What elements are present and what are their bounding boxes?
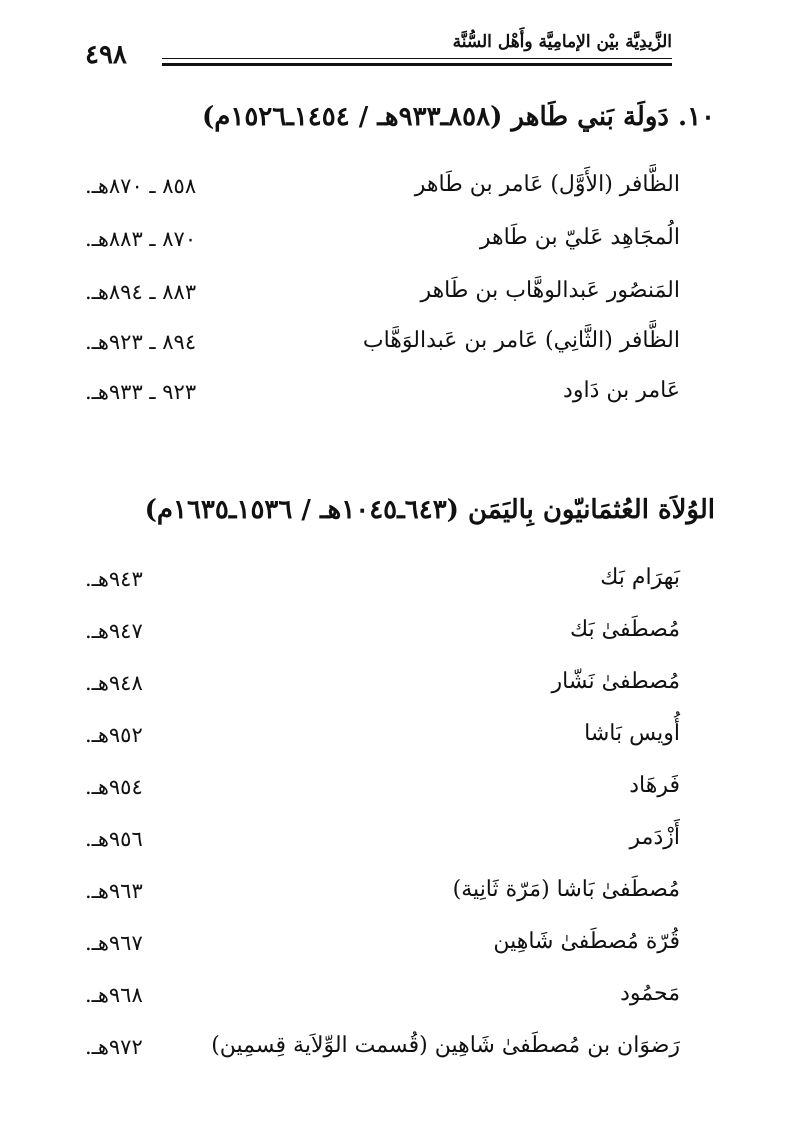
ruler-name: أَزْدَمر — [629, 825, 680, 850]
list-item — [85, 669, 680, 709]
reign-date: ٩٢٣ ـ ٩٣٣هـ. — [85, 380, 197, 404]
ruler-name: أُويس بَاشا — [584, 721, 680, 746]
page-number: ٤٩٨ — [85, 40, 127, 70]
list-item — [85, 877, 680, 917]
list-item — [85, 825, 680, 865]
section-heading: الوُلاَة العُثمَانيّون بِاليَمَن (٦٤٣ـ١٠٤٥هـ / ١٥٣٦ـ١٦٣٥م) — [144, 495, 715, 525]
ruler-name: فَرهَاد — [629, 773, 680, 798]
reign-date: ٨٩٤ ـ ٩٢٣هـ. — [85, 330, 197, 354]
reign-date: ٩٧٢هـ. — [85, 1035, 143, 1059]
list-item — [85, 1033, 680, 1073]
list-item — [85, 617, 680, 657]
reign-date: ٨٨٣ ـ ٨٩٤هـ. — [85, 280, 197, 304]
running-title: الزَّيدِيَّة بيْن الإمامِيَّة وأَهْل السُّنَّة — [452, 32, 672, 52]
list-item — [85, 773, 680, 813]
header-rule-thin — [162, 58, 672, 59]
reign-date: ٨٧٠ ـ ٨٨٣هـ. — [85, 227, 197, 251]
reign-date: ٩٦٨هـ. — [85, 983, 143, 1007]
ruler-name: عَامر بن دَاود — [563, 378, 680, 403]
ruler-name: المَنصُور عَبدالوهَّاب بن طَاهر — [420, 278, 680, 303]
list-item — [85, 278, 680, 318]
ruler-name: مُصطفىٰ نَشّار — [551, 669, 680, 694]
list-item — [85, 981, 680, 1021]
reign-date: ٩٤٧هـ. — [85, 619, 143, 643]
reign-date: ٩٦٣هـ. — [85, 879, 143, 903]
header-rule-thick — [162, 63, 672, 66]
ruler-name: مُصطَفىٰ بَاشا (مَرّة ثَانِية) — [452, 877, 680, 902]
reign-date: ٩٤٨هـ. — [85, 671, 143, 695]
ruler-name: مَحمُود — [620, 981, 680, 1006]
ruler-name: الظَّافر (الأَوَّل) عَامر بن طَاهر — [414, 172, 680, 197]
ruler-name: مُصطَفىٰ بَك — [569, 617, 680, 642]
ruler-name: بَهرَام بَك — [600, 565, 680, 590]
reign-date: ٩٥٦هـ. — [85, 827, 143, 851]
section-heading: ١٠. دَولَة بَني طَاهر (٨٥٨ـ٩٣٣هـ / ١٤٥٤ـ١٥٢٦م) — [201, 102, 715, 132]
ruler-name: قُرّة مُصطَفىٰ شَاهِين — [493, 929, 680, 954]
reign-date: ٩٤٣هـ. — [85, 567, 143, 591]
ruler-name: الُمجَاهِد عَليّ بن طَاهر — [479, 225, 680, 250]
ruler-name: رَضوَان بن مُصطَفىٰ شَاهِين (قُسمت الوِّلاَية قِسمِين) — [211, 1033, 680, 1058]
list-item — [85, 378, 680, 418]
ruler-name: الظَّافر (الثَّانِي) عَامر بن عَبدالوَهَّاب — [362, 328, 680, 353]
list-item — [85, 225, 680, 265]
reign-date: ٩٥٤هـ. — [85, 775, 143, 799]
list-item — [85, 172, 680, 212]
list-item — [85, 929, 680, 969]
list-item — [85, 328, 680, 368]
list-item — [85, 565, 680, 605]
reign-date: ٨٥٨ ـ ٨٧٠هـ. — [85, 174, 197, 198]
page-header — [85, 28, 672, 74]
reign-date: ٩٦٧هـ. — [85, 931, 143, 955]
list-item — [85, 721, 680, 761]
reign-date: ٩٥٢هـ. — [85, 723, 143, 747]
